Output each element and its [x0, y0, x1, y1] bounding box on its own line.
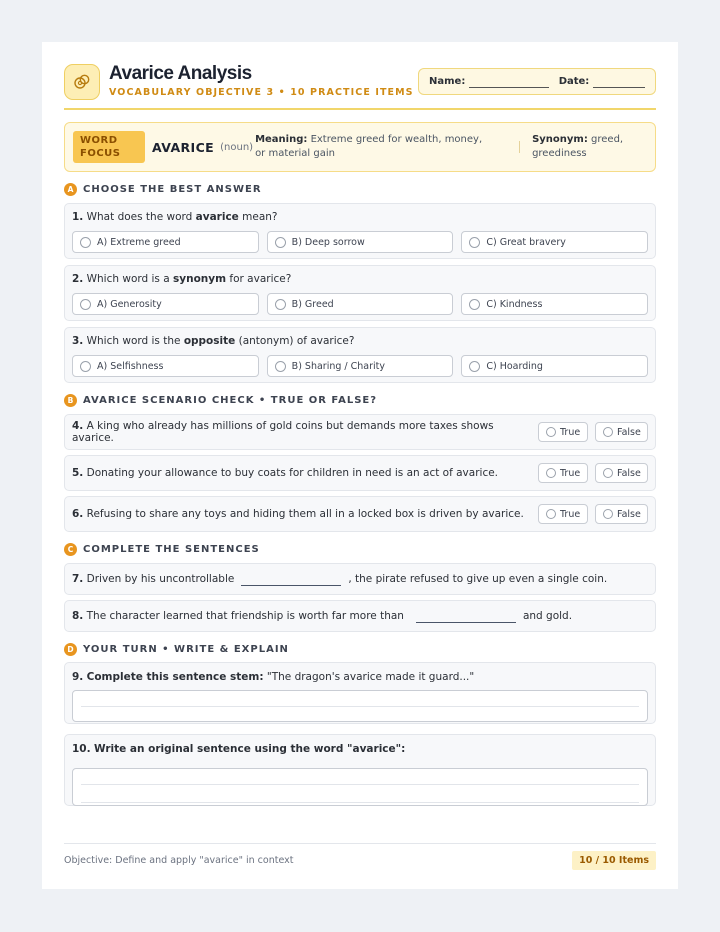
radio-icon — [275, 361, 286, 372]
writing-line — [81, 706, 639, 707]
section-a-label: CHOOSE THE BEST ANSWER — [83, 183, 262, 195]
answer-textarea[interactable] — [72, 768, 648, 806]
item-count-badge: 10 / 10 Items — [572, 851, 656, 870]
synonym-text — [532, 133, 642, 161]
section-b-heading — [64, 393, 656, 407]
name-label: Name: — [429, 76, 466, 87]
word-focus-tag-line1: WORD — [80, 135, 118, 146]
question-number: 8. — [72, 610, 84, 622]
focus-word: AVARICE — [152, 139, 215, 155]
answer-option-a[interactable]: A) Extreme greed — [72, 231, 259, 253]
radio-icon — [469, 361, 480, 372]
section-a-badge: A — [64, 183, 77, 196]
name-date-box — [418, 68, 656, 95]
answer-option-c[interactable]: C) Kindness — [461, 293, 648, 315]
answer-option-a[interactable]: A) Generosity — [72, 293, 259, 315]
writing-line — [81, 784, 639, 785]
fill-in-blank[interactable] — [416, 609, 516, 623]
true-button[interactable]: True — [538, 463, 588, 483]
fill-in-card-7 — [64, 563, 656, 595]
objective-text: Objective: Define and apply "avarice" in context — [64, 854, 294, 866]
radio-icon — [80, 237, 91, 248]
radio-icon — [80, 361, 91, 372]
question-card-1 — [64, 203, 656, 259]
statement-text: 5. Donating your allowance to buy coats for children in need is an act of avarice. — [72, 467, 499, 479]
section-c-heading — [64, 542, 656, 556]
word-focus-box — [64, 122, 656, 172]
synonym-values: greed, greediness — [532, 134, 624, 159]
section-b-badge: B — [64, 394, 77, 407]
question-text: 3. Which word is the opposite (antonym) of avarice? — [72, 335, 355, 347]
sentence-start: Driven by his uncontrollable — [86, 573, 235, 585]
sentence-end: , the pirate refused to give up even a single coin. — [348, 573, 608, 585]
section-b-label: AVARICE SCENARIO CHECK • TRUE OR FALSE? — [83, 394, 378, 406]
synonym-label: Synonym: — [532, 134, 588, 145]
fill-in-card-8 — [64, 600, 656, 632]
write-prompt: 10. Write an original sentence using the word "avarice": — [72, 743, 406, 755]
radio-icon — [546, 468, 556, 478]
page-title: Avarice Analysis — [109, 63, 252, 84]
answer-option-c[interactable]: C) Hoarding — [461, 355, 648, 377]
true-false-card-6 — [64, 496, 656, 532]
question-text: 1. What does the word avarice mean? — [72, 211, 278, 223]
radio-icon — [469, 237, 480, 248]
sentence-start: The character learned that friendship is worth far more than — [86, 610, 404, 622]
radio-icon — [80, 299, 91, 310]
question-number: 7. — [72, 573, 84, 585]
word-focus-tag — [73, 131, 145, 163]
section-d-heading — [64, 642, 656, 656]
coins-icon — [64, 64, 100, 100]
radio-icon — [275, 299, 286, 310]
statement-text: 6. Refusing to share any toys and hiding them all in a locked box is driven by avarice. — [72, 508, 524, 520]
true-false-card-5 — [64, 455, 656, 491]
worksheet-header — [64, 64, 656, 108]
false-button[interactable]: False — [595, 504, 648, 524]
true-false-card-4 — [64, 414, 656, 450]
false-button[interactable]: False — [595, 422, 648, 442]
answer-option-b[interactable]: B) Deep sorrow — [267, 231, 454, 253]
radio-icon — [275, 237, 286, 248]
radio-icon — [603, 468, 613, 478]
false-button[interactable]: False — [595, 463, 648, 483]
write-card-10 — [64, 734, 656, 806]
section-d-label: YOUR TURN • WRITE & EXPLAIN — [83, 643, 289, 655]
answer-option-b[interactable]: B) Greed — [267, 293, 454, 315]
answer-option-b[interactable]: B) Sharing / Charity — [267, 355, 454, 377]
page-subtitle: VOCABULARY OBJECTIVE 3 • 10 PRACTICE ITEMS — [109, 87, 414, 98]
question-card-3 — [64, 327, 656, 383]
write-prompt: 9. Complete this sentence stem: "The dragon's avarice made it guard..." — [72, 671, 475, 683]
section-d-badge: D — [64, 643, 77, 656]
radio-icon — [603, 427, 613, 437]
name-field[interactable] — [469, 76, 548, 88]
radio-icon — [603, 509, 613, 519]
section-a-heading — [64, 182, 656, 196]
write-card-9 — [64, 662, 656, 724]
radio-icon — [546, 427, 556, 437]
worksheet-page — [42, 42, 678, 889]
section-c-badge: C — [64, 543, 77, 556]
sentence-end: and gold. — [522, 610, 573, 622]
footer — [64, 846, 656, 874]
part-of-speech: (noun) — [220, 141, 254, 153]
meaning-text — [255, 133, 495, 161]
meaning-label: Meaning: — [255, 134, 308, 145]
true-button[interactable]: True — [538, 422, 588, 442]
fill-in-blank[interactable] — [241, 572, 341, 586]
writing-line — [81, 802, 639, 803]
radio-icon — [546, 509, 556, 519]
question-card-2 — [64, 265, 656, 321]
answer-textarea[interactable] — [72, 690, 648, 722]
focus-divider — [519, 141, 520, 153]
answer-option-c[interactable]: C) Great bravery — [461, 231, 648, 253]
date-label: Date: — [558, 76, 590, 87]
statement-text: 4. A king who already has millions of gold coins but demands more taxes shows avarice. — [72, 420, 494, 444]
header-divider — [64, 108, 656, 110]
question-text: 2. Which word is a synonym for avarice? — [72, 273, 292, 285]
section-c-label: COMPLETE THE SENTENCES — [83, 543, 260, 555]
footer-divider — [64, 843, 656, 844]
answer-option-a[interactable]: A) Selfishness — [72, 355, 259, 377]
true-button[interactable]: True — [538, 504, 588, 524]
radio-icon — [469, 299, 480, 310]
date-field[interactable] — [593, 76, 645, 88]
word-focus-tag-line2: FOCUS — [80, 148, 121, 159]
meaning-definition: Extreme greed for wealth, money, or material gain — [255, 134, 483, 159]
